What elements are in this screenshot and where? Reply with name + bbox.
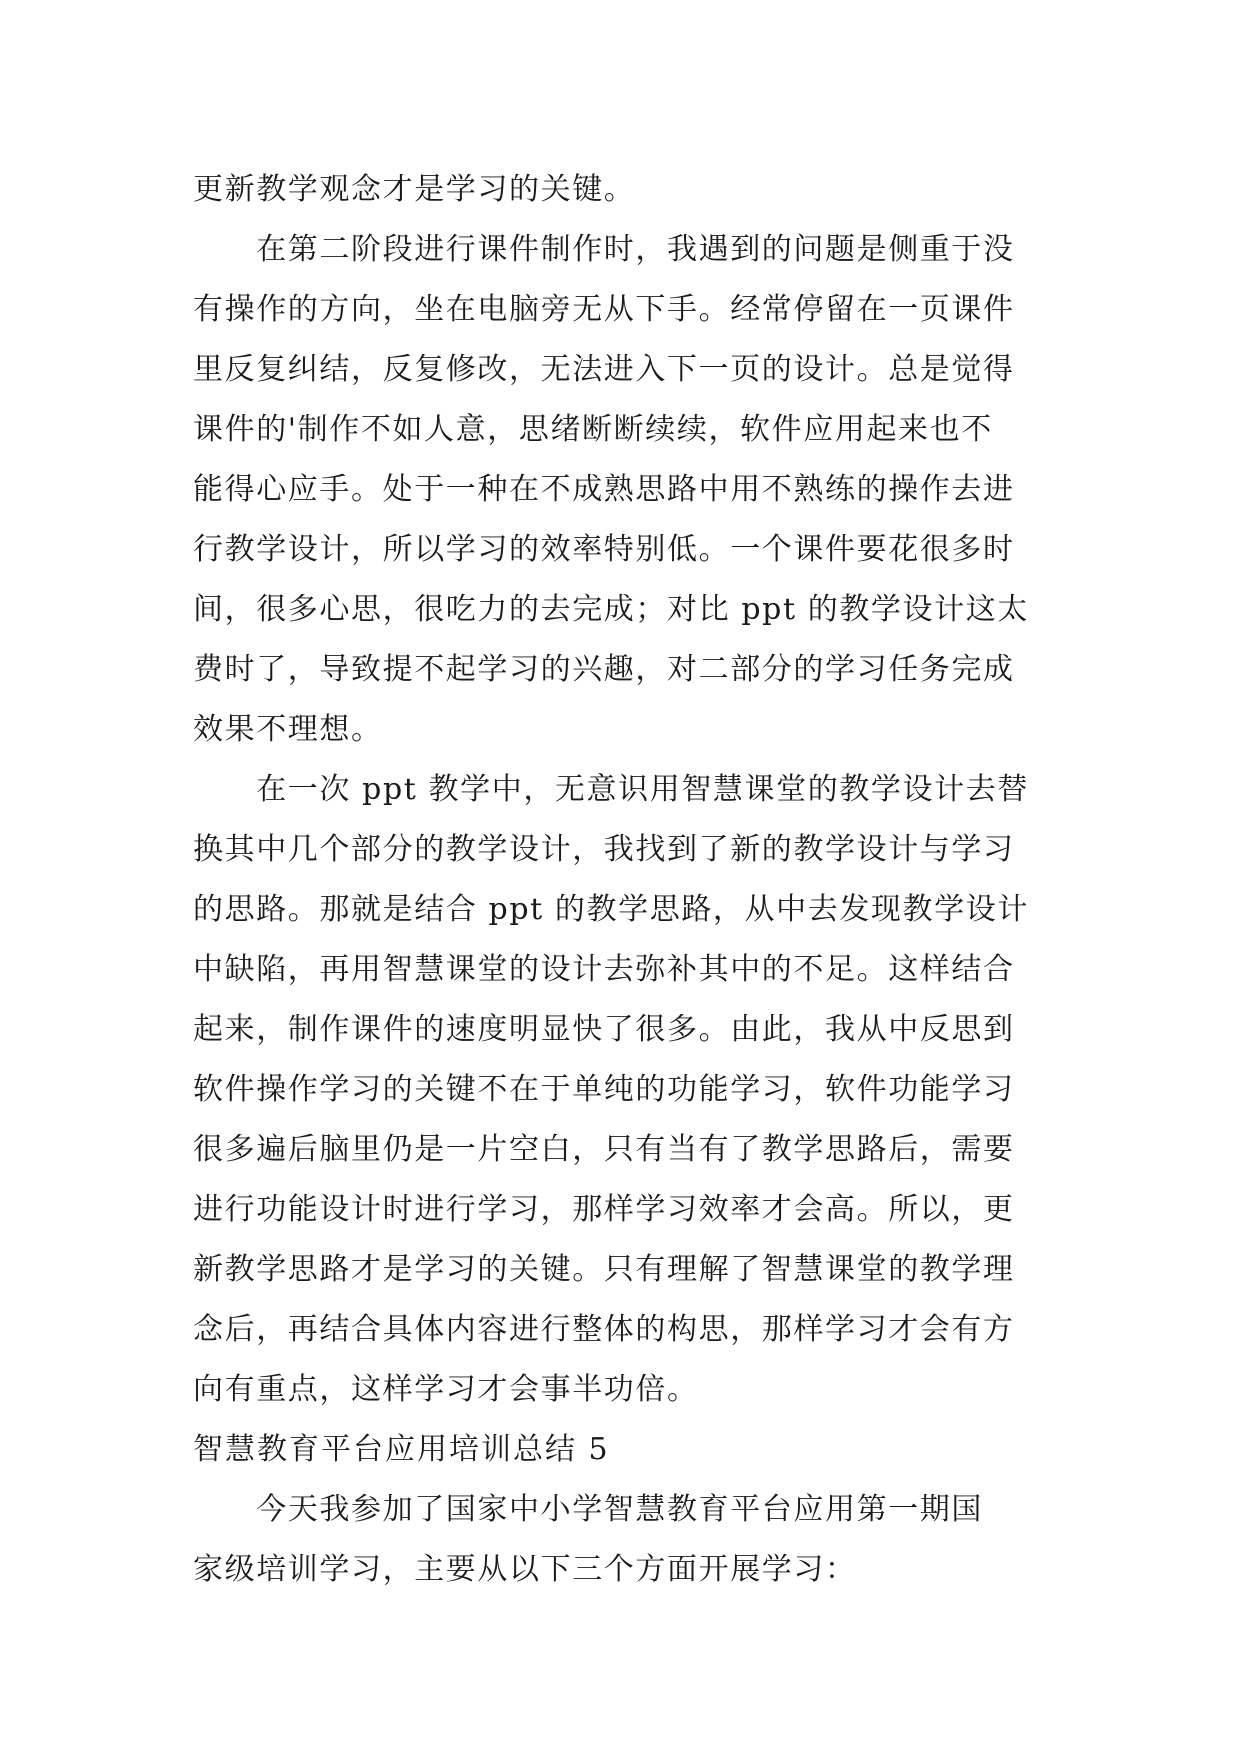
text-line: 的思路。那就是结合 ppt 的教学思路，从中去发现教学设计: [193, 892, 1029, 927]
text-line: 软件操作学习的关键不在于单纯的功能学习，软件功能学习: [193, 1072, 1015, 1107]
paragraph-start-line: 在第二阶段进行课件制作时，我遇到的问题是侧重于没: [193, 232, 1015, 267]
text-line: 有操作的方向，坐在电脑旁无从下手。经常停留在一页课件: [193, 292, 1015, 327]
text-line: 向有重点，这样学习才会事半功倍。: [193, 1372, 699, 1407]
paragraph-start-line: 在一次 ppt 教学中，无意识用智慧课堂的教学设计去替: [193, 772, 1029, 807]
text-line: 中缺陷，再用智慧课堂的设计去弥补其中的不足。这样结合: [193, 952, 1015, 987]
text-line: 起来，制作课件的速度明显快了很多。由此，我从中反思到: [193, 1012, 1015, 1047]
text-line: 换其中几个部分的教学设计，我找到了新的教学设计与学习: [193, 832, 1015, 867]
text-line: 更新教学观念才是学习的关键。: [193, 172, 636, 207]
text-line: 家级培训学习，主要从以下三个方面开展学习：: [193, 1552, 857, 1587]
document-body: [193, 160, 1063, 1600]
paragraph-start-line: 今天我参加了国家中小学智慧教育平台应用第一期国: [193, 1492, 983, 1527]
section-heading: 智慧教育平台应用培训总结 5: [193, 1432, 610, 1467]
text-line: 课件的'制作不如人意，思绪断断续续，软件应用起来也不: [193, 412, 993, 447]
text-line: 效果不理想。: [193, 712, 383, 747]
text-line: 念后，再结合具体内容进行整体的构思，那样学习才会有方: [193, 1312, 1015, 1347]
text-line: 很多遍后脑里仍是一片空白，只有当有了教学思路后，需要: [193, 1132, 1015, 1167]
text-line: 进行功能设计时进行学习，那样学习效率才会高。所以，更: [193, 1192, 1015, 1227]
text-line: 里反复纠结，反复修改，无法进入下一页的设计。总是觉得: [193, 352, 1015, 387]
text-line: 新教学思路才是学习的关键。只有理解了智慧课堂的教学理: [193, 1252, 1015, 1287]
text-line: 行教学设计，所以学习的效率特别低。一个课件要花很多时: [193, 532, 1015, 567]
text-line: 能得心应手。处于一种在不成熟思路中用不熟练的操作去进: [193, 472, 1015, 507]
text-line: 费时了，导致提不起学习的兴趣，对二部分的学习任务完成: [193, 652, 1015, 687]
text-line: 间，很多心思，很吃力的去完成；对比 ppt 的教学设计这太: [193, 592, 1029, 627]
